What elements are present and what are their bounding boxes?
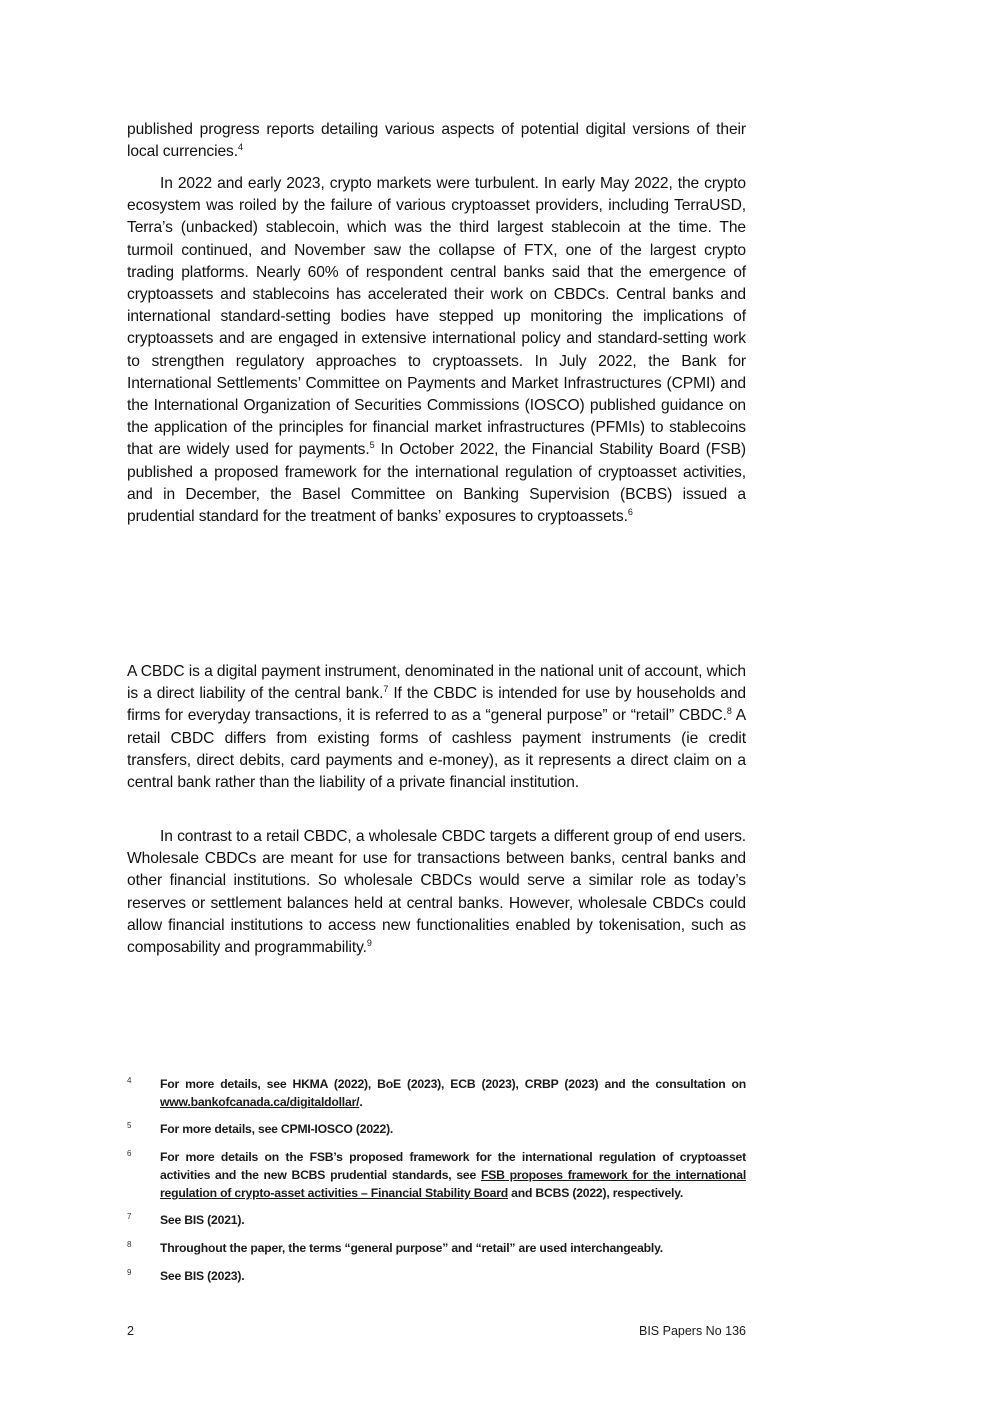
footnote-ref[interactable]: 5 xyxy=(369,440,375,451)
body-paragraph-3 xyxy=(127,661,746,794)
footnote-ref[interactable]: 9 xyxy=(366,938,372,949)
paragraph-text: If the CBDC is intended for use by households and firms for everyday transactions, it is referred to as a “general purpose” or “retail” CBDC. xyxy=(127,685,746,725)
footnote-number: 8 xyxy=(127,1240,132,1249)
footnote-7 xyxy=(127,1211,746,1229)
paragraph-text: In contrast to a retail CBDC, a wholesale CBDC targets a different group of end users. Wholesale CBDCs are meant for use for transactions between banks, central banks and other financial institutions. So wholesale CBDCs would serve a similar role as today’s reserves or settlement balances held at central banks. However, wholesale CBDCs could allow financial institutions to access new functionalities enabled by tokenisation, such as composability and programmability. xyxy=(127,828,746,957)
footnote-text-end: and BCBS (2022), respectively. xyxy=(507,1186,684,1200)
footnote-9 xyxy=(127,1267,746,1285)
body-paragraph-4 xyxy=(127,826,746,959)
footnote-text: See BIS (2023). xyxy=(160,1269,245,1283)
fsb-framework-link[interactable]: FSB proposes framework for the international regulation of crypto-asset activities – Financial Stability Board xyxy=(160,1168,747,1200)
footnote-text: See BIS (2021). xyxy=(160,1213,245,1227)
footnote-number: 9 xyxy=(127,1268,132,1277)
footnote-4 xyxy=(127,1075,746,1111)
footnote-text: Throughout the paper, the terms “general purpose” and “retail” are used interchangeably. xyxy=(160,1241,663,1255)
footnote-ref[interactable]: 7 xyxy=(383,684,389,695)
footnote-text: For more details, see CPMI-IOSCO (2022). xyxy=(160,1122,394,1136)
footnote-number: 6 xyxy=(127,1149,132,1158)
bank-of-canada-link[interactable]: www.bankofcanada.ca/digitaldollar/ xyxy=(160,1095,360,1109)
body-paragraph-1 xyxy=(127,119,746,163)
paragraph-text: A retail CBDC differs from existing forms of cashless payment instruments (ie credit transfers, direct debits, card payments and e-money), as it represents a direct claim on a central bank rather than the liability of a private financial institution. xyxy=(127,707,746,792)
publication-title: BIS Papers No 136 xyxy=(638,1324,746,1338)
footnote-ref[interactable]: 8 xyxy=(726,706,732,717)
body-paragraph-2 xyxy=(127,173,746,528)
footnote-number: 5 xyxy=(127,1121,132,1130)
paragraph-text: published progress reports detailing various aspects of potential digital versions of their local currencies. xyxy=(127,121,746,161)
footnote-text-end: . xyxy=(359,1095,363,1109)
footnote-ref[interactable]: 4 xyxy=(237,142,243,153)
footnote-number: 4 xyxy=(127,1076,132,1085)
footnote-6 xyxy=(127,1148,746,1202)
paragraph-text: A CBDC is a digital payment instrument, denominated in the national unit of account, which is a direct liability of the central bank. xyxy=(127,663,746,703)
footnote-text: For more details, see HKMA (2022), BoE (2023), ECB (2023), CRBP (2023) and the consultation on xyxy=(160,1077,746,1091)
paragraph-text: In October 2022, the Financial Stability Board (FSB) published a proposed framework for the international regulation of cryptoasset activities, and in December, the Basel Committee on Banking Supervision (BCBS) issued a prudential standard for the treatment of banks’ exposures to cryptoassets. xyxy=(127,441,746,526)
footnote-5 xyxy=(127,1120,746,1138)
paragraph-text: In 2022 and early 2023, crypto markets were turbulent. In early May 2022, the crypto ecosystem was roiled by the failure of various cryptoasset providers, including TerraUSD, Terra’s (unbacked) stablecoin, which was the third largest stablecoin at the time. The turmoil continued, and November saw the collapse of FTX, one of the largest crypto trading platforms. Nearly 60% of respondent central banks said that the emergence of cryptoassets and stablecoins has accelerated their work on CBDCs. Central banks and international standard-setting bodies have stepped up monitoring the implications of cryptoassets and are engaged in extensive international policy and standard-setting work to strengthen regulatory approaches to cryptoassets. In July 2022, the Bank for International Settlements’ Committee on Payments and Market Infrastructures (CPMI) and the International Organization of Securities Commissions (IOSCO) published guidance on the application of the principles for financial market infrastructures (PFMIs) to stablecoins that are widely used for payments. xyxy=(127,175,746,459)
page-number: 2 xyxy=(127,1324,134,1338)
footnote-ref[interactable]: 6 xyxy=(627,507,633,518)
footnote-text: For more details on the FSB’s proposed framework for the international regulation of cryptoasset activities and the new BCBS prudential standards, see xyxy=(160,1150,746,1182)
footnote-number: 7 xyxy=(127,1212,132,1221)
footnote-8 xyxy=(127,1239,746,1257)
